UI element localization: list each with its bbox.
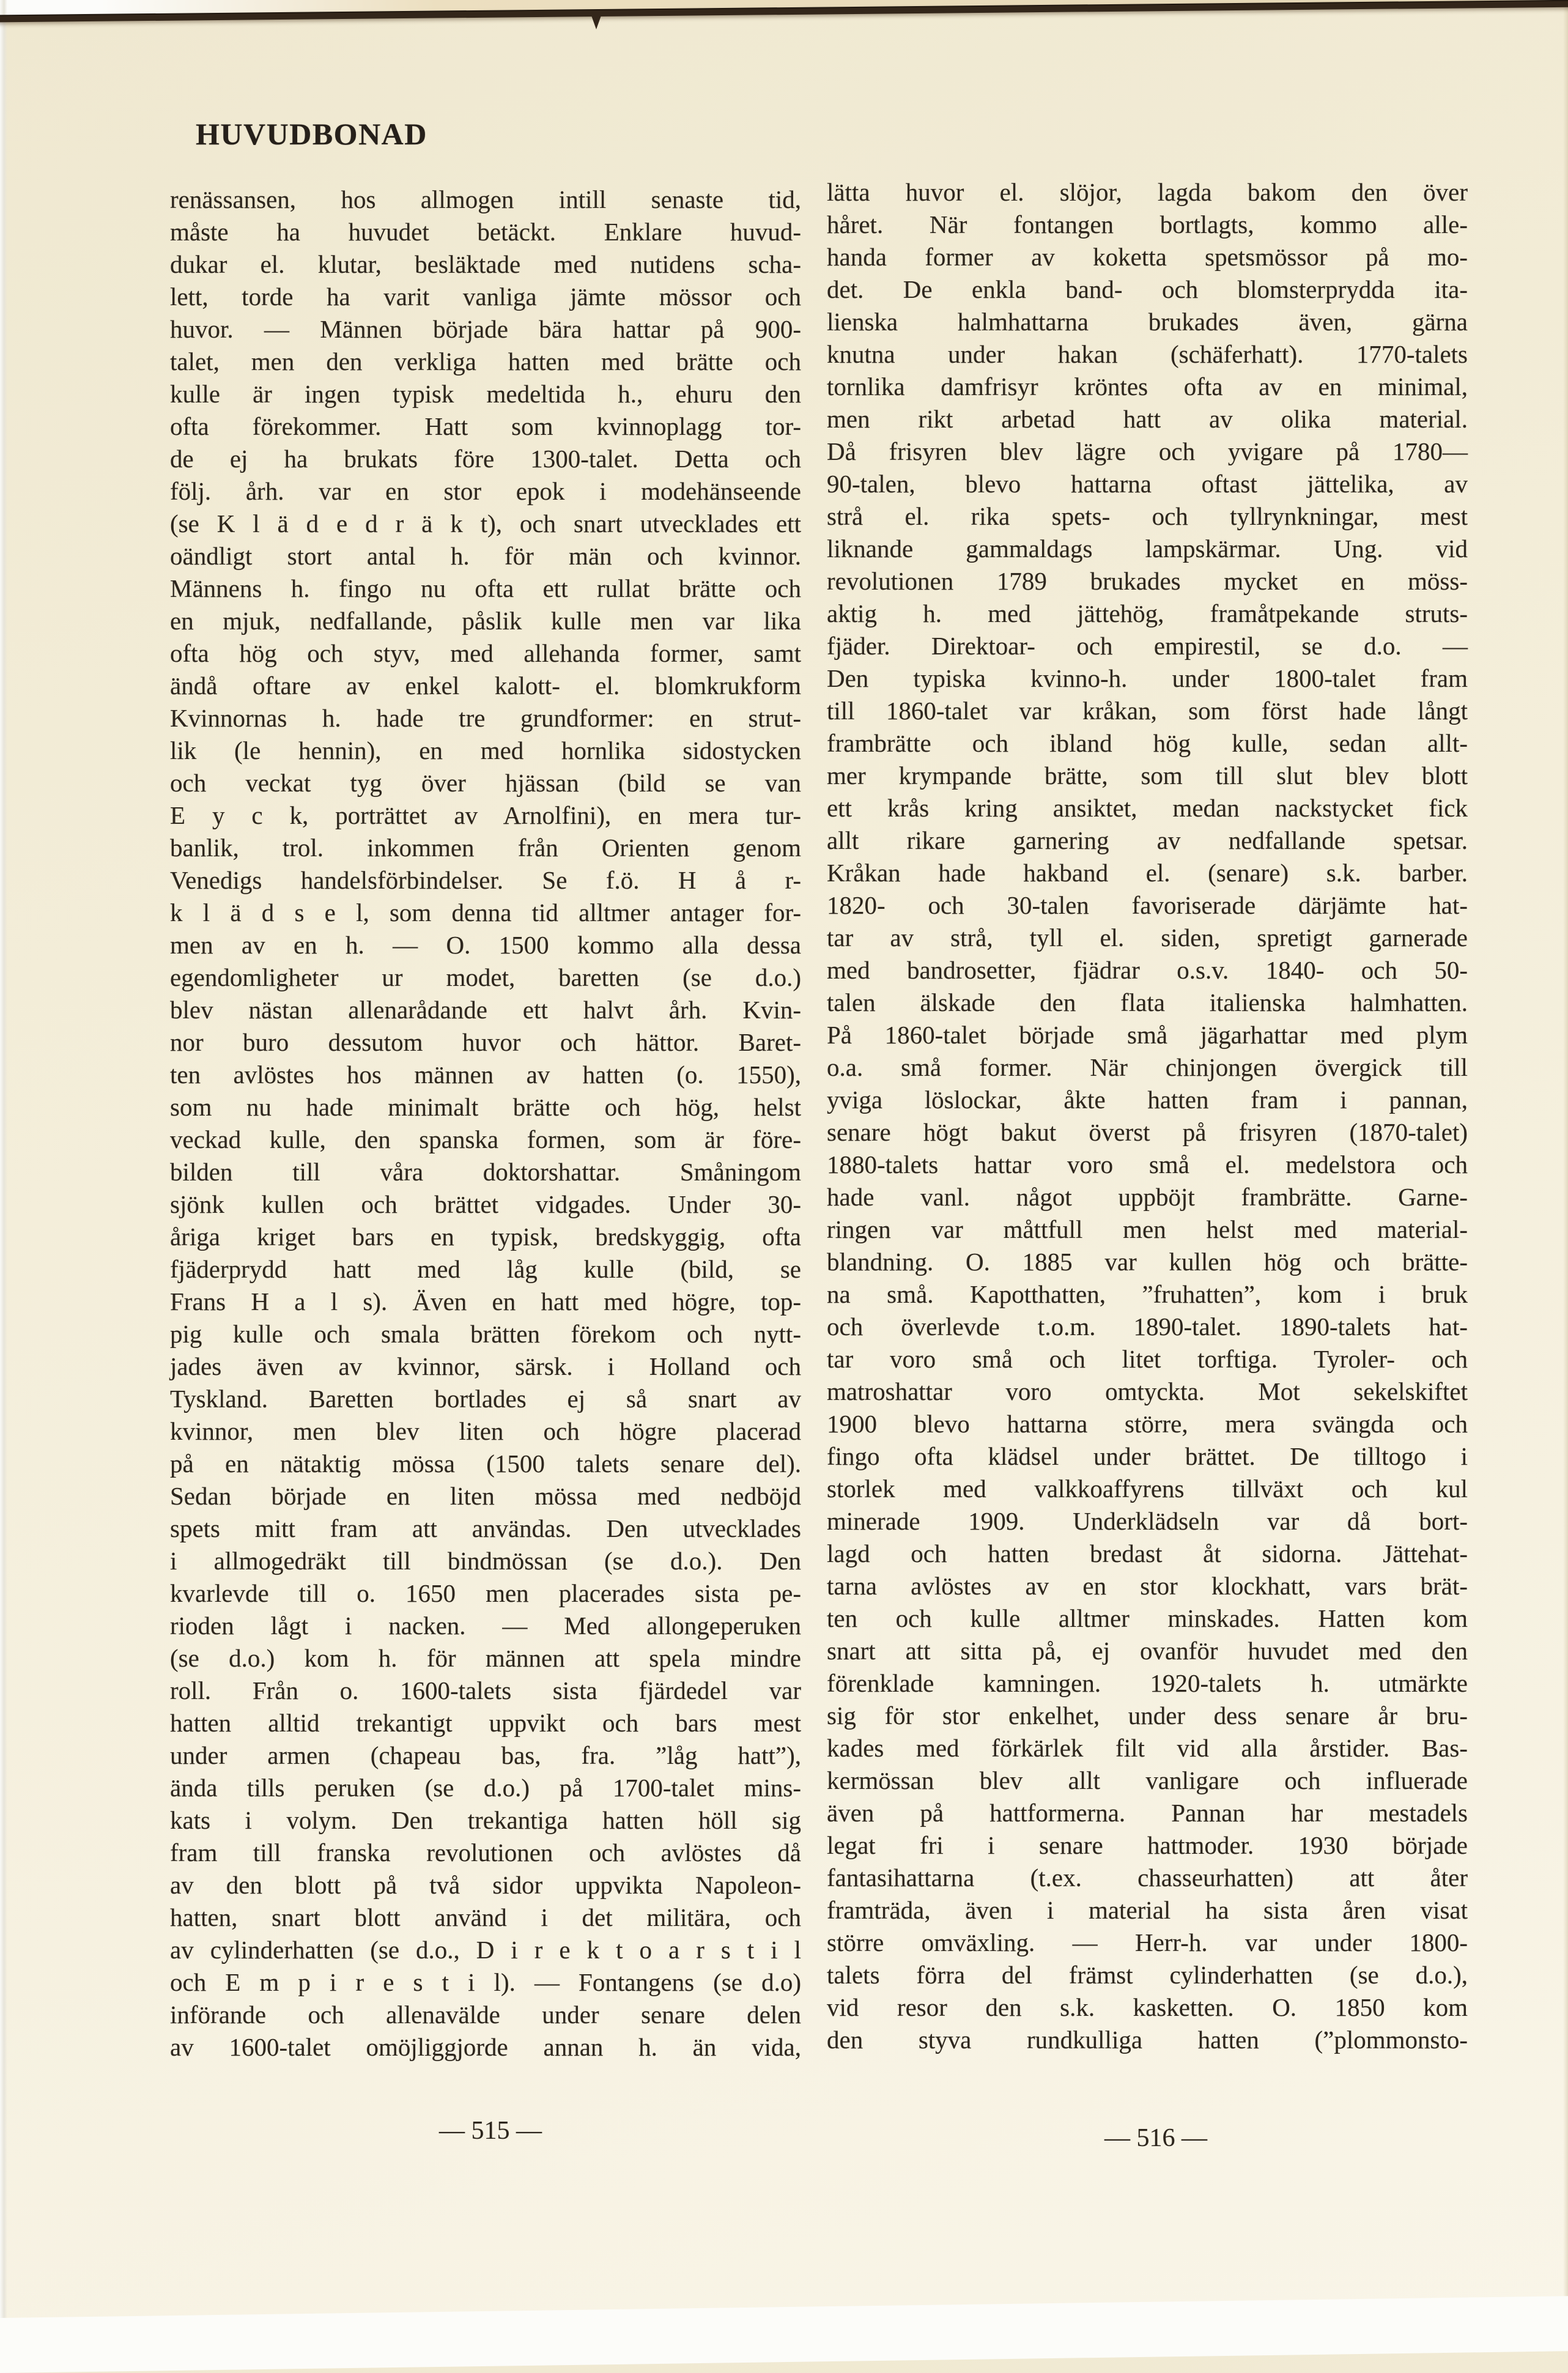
text-line: fantasihattarna (t.ex. chasseurhatten) att åter [827,1864,1468,1892]
text-line: dukar el. klutar, besläktade med nutidens scha- [170,250,801,278]
text-line: lett, torde ha varit vanliga jämte mössor och [170,283,801,311]
text-line: av cylinderhatten (se d.o., D i r e k t o a r s t i l [170,1936,801,1964]
text-line: ofta hög och styv, med allehanda former, samt [170,639,801,667]
text-line: på en nätaktig mössa (1500 talets senare del). [170,1449,801,1478]
text-line: fjäderprydd hatt med låg kulle (bild, se [170,1255,801,1283]
text-line: kats i volym. Den trekantiga hatten höll sig [170,1806,801,1834]
text-line: och E m p i r e s t i l). — Fontangens (se d.o) [170,1968,801,1996]
text-line: till 1860-talet var kråkan, som först hade långt [827,697,1468,725]
text-line: Tyskland. Baretten bortlades ej så snart av [170,1385,801,1413]
text-line: lienska halmhattarna brukades även, gärna [827,308,1468,336]
text-line: allt rikare garnering av nedfallande spetsar. [827,826,1468,854]
text-line: yviga löslockar, åkte hatten fram i pannan, [827,1086,1468,1114]
text-line: ofta förekommer. Hatt som kvinnoplagg tor- [170,412,801,440]
text-line: det. De enkla band- och blomsterprydda ita- [827,275,1468,303]
text-line: 90-talen, blevo hattarna oftast jättelika, av [827,470,1468,498]
text-line: pig kulle och smala brätten förekom och nytt- [170,1320,801,1348]
text-line: Männens h. fingo nu ofta ett rullat brätte och [170,574,801,602]
left-column [170,183,801,2064]
text-line: banlik, trol. inkommen från Orienten genom [170,834,801,862]
text-line: ett krås kring ansiktet, medan nackstycket fick [827,794,1468,822]
text-line: sig för stor enkelhet, under dess senare år bru- [827,1701,1468,1730]
text-line: som nu hade minimalt brätte och hög, helst [170,1093,801,1121]
text-line: talet, men den verkliga hatten med brätte och [170,347,801,376]
text-line: ändå oftare av enkel kalott- el. blomkrukform [170,672,801,700]
text-line: Då frisyren blev lägre och yvigare på 1780— [827,437,1468,465]
text-line: och veckat tyg över hjässan (bild se van [170,769,801,797]
text-line: minerade 1909. Underklädseln var då bort- [827,1507,1468,1535]
text-line: roll. Från o. 1600-talets sista fjärdedel var [170,1676,801,1705]
text-line: Venedigs handelsförbindelser. Se f.ö. H å r- [170,866,801,894]
text-line: i allmogedräkt till bindmössan (se d.o.). Den [170,1547,801,1575]
text-line: tar av strå, tyll el. siden, spretigt garnerade [827,924,1468,952]
text-line: fingo ofta klädsel under brättet. De tilltogo i [827,1442,1468,1470]
text-line: k l ä d s e l, som denna tid alltmer antager for- [170,898,801,927]
scan-edge-bottom [0,2296,1568,2373]
text-line: tarna avlöstes av en stor klockhatt, vars brät- [827,1572,1468,1600]
text-line: kvarlevde till o. 1650 men placerades sista pe- [170,1579,801,1607]
text-line: kvinnor, men blev liten och högre placerad [170,1417,801,1445]
text-line: storlek med valkkoaffyrens tillväxt och kul [827,1475,1468,1503]
text-line: Den typiska kvinno-h. under 1800-talet fram [827,664,1468,692]
text-line: Frans H a l s). Även en hatt med högre, top- [170,1287,801,1316]
text-line: E y c k, porträttet av Arnolfini), en mera tur- [170,801,801,829]
text-line: Kråkan hade hakband el. (senare) s.k. barber. [827,859,1468,887]
text-line: veckad kulle, den spanska formen, som är före- [170,1125,801,1153]
text-line: hatten alltid trekantigt uppvikt och bars mest [170,1709,801,1737]
text-line: talets förra del främst cylinderhatten (se d.o.), [827,1961,1468,1989]
text-line: och överlevde t.o.m. 1890-talet. 1890-talets hat- [827,1312,1468,1341]
text-line: håret. När fontangen bortlagts, kommo alle- [827,210,1468,239]
text-line: fram till franska revolutionen och avlöstes då [170,1838,801,1867]
text-line: lätta huvor el. slöjor, lagda bakom den över [827,178,1468,206]
text-line: även på hattformerna. Pannan har mestadels [827,1799,1468,1827]
text-line: oändligt stort antal h. för män och kvinnor. [170,542,801,570]
text-line: följ. årh. var en stor epok i modehänseende [170,477,801,505]
text-line: tar voro små och litet torftiga. Tyroler- och [827,1345,1468,1373]
text-line: vid resor den s.k. kasketten. O. 1850 kom [827,1993,1468,2021]
text-line: 1820- och 30-talen favoriserade därjämte hat- [827,891,1468,919]
text-line: åriga kriget bars en typisk, bredskyggig, ofta [170,1223,801,1251]
scan-edge-notch [590,12,602,29]
text-line: av den blott på två sidor uppvikta Napoleon- [170,1871,801,1899]
text-line: kades med förkärlek filt vid alla årstider. Bas- [827,1734,1468,1762]
scan-edge-right [1563,0,1568,2327]
text-line: snart att sitta på, ej ovanför huvudet med den [827,1637,1468,1665]
text-line: ten och kulle alltmer minskades. Hatten kom [827,1604,1468,1632]
text-line: men av en h. — O. 1500 kommo alla dessa [170,931,801,959]
text-line: måste ha huvudet betäckt. Enklare huvud- [170,218,801,246]
text-line: kermössan blev allt vanligare och influerade [827,1766,1468,1794]
text-line: rioden lågt i nacken. — Med allongeperuken [170,1612,801,1640]
scan-edge-left [0,0,7,2327]
text-line: talen älskade den flata italienska halmhatten. [827,988,1468,1016]
text-line: med bandrosetter, fjädrar o.s.v. 1840- och 50- [827,956,1468,984]
page-number-left: — 515 — [439,2117,542,2145]
text-line: lik (le hennin), en med hornlika sidostycken [170,736,801,764]
text-line: större omväxling. — Herr-h. var under 1800- [827,1928,1468,1957]
text-line: 1900 blevo hattarna större, mera svängda och [827,1410,1468,1438]
text-line: egendomligheter ur modet, baretten (se d.o.) [170,963,801,991]
text-line: na små. Kapotthatten, ”fruhatten”, kom i bruk [827,1280,1468,1308]
text-line: den styva rundkulliga hatten (”plommonsto- [827,2026,1468,2054]
text-line: aktig h. med jättehög, framåtpekande struts- [827,599,1468,627]
text-line: de ej ha brukats före 1300-talet. Detta och [170,445,801,473]
text-line: spets mitt fram att användas. Den utvecklades [170,1514,801,1542]
text-line: införande och allenavälde under senare delen [170,2001,801,2029]
text-line: ten avlöstes hos männen av hatten (o. 1550), [170,1061,801,1089]
text-line: (se d.o.) kom h. för männen att spela mindre [170,1644,801,1672]
text-line: matroshattar voro omtyckta. Mot sekelskiftet [827,1377,1468,1405]
text-line: På 1860-talet började små jägarhattar med plym [827,1021,1468,1049]
text-line: sjönk kullen och brättet vidgades. Under 30- [170,1190,801,1218]
text-line: o.a. små former. När chinjongen övergick till [827,1053,1468,1081]
text-line: bilden till våra doktorshattar. Småningom [170,1158,801,1186]
text-line: jades även av kvinnor, särsk. i Holland och [170,1352,801,1380]
text-line: Sedan började en liten mössa med nedböjd [170,1482,801,1510]
text-line: blandning. O. 1885 var kullen hög och brätte- [827,1248,1468,1276]
text-line: tornlika damfrisyr kröntes ofta av en minimal, [827,372,1468,401]
text-line: handa former av koketta spetsmössor på mo- [827,243,1468,271]
text-line: hatten, snart blott använd i det militära, och [170,1903,801,1931]
text-line: 1880-talets hattar voro små el. medelstora och [827,1150,1468,1179]
text-line: lagd och hatten bredast åt sidorna. Jättehat- [827,1539,1468,1568]
text-line: Kvinnornas h. hade tre grundformer: en strut- [170,704,801,732]
text-line: nor buro dessutom huvor och hättor. Baret- [170,1028,801,1056]
text-line: fjäder. Direktoar- och empirestil, se d.o. — [827,632,1468,660]
text-line: frambrätte och ibland hög kulle, sedan allt- [827,729,1468,757]
text-line: av 1600-talet omöjliggjorde annan h. än vida, [170,2033,801,2061]
text-line: hade vanl. något uppböjt frambrätte. Garne- [827,1183,1468,1211]
text-line: mer krympande brätte, som till slut blev blott [827,761,1468,790]
text-line: revolutionen 1789 brukades mycket en möss- [827,567,1468,595]
text-line: liknande gammaldags lampskärmar. Ung. vid [827,535,1468,563]
text-line: huvor. — Männen började bära hattar på 900- [170,315,801,343]
text-line: legat fri i senare hattmoder. 1930 började [827,1831,1468,1859]
right-column [827,176,1468,2056]
text-line: framträda, även i material ha sista åren visat [827,1896,1468,1924]
text-line: men rikt arbetad hatt av olika material. [827,405,1468,433]
text-line: strå el. rika spets- och tyllrynkningar, mest [827,502,1468,530]
text-line: ringen var måttfull men helst med material- [827,1215,1468,1243]
text-line: renässansen, hos allmogen intill senaste tid, [170,185,801,213]
text-line: senare högt bakut överst på frisyren (1870-talet) [827,1118,1468,1146]
text-line: (se K l ä d e d r ä k t), och snart utvecklades ett [170,509,801,538]
text-line: knutna under hakan (schäferhatt). 1770-talets [827,340,1468,368]
page-number-right: — 516 — [1104,2124,1207,2152]
page-header: HUVUDBONAD [196,117,427,151]
text-line: under armen (chapeau bas, fra. ”låg hatt”), [170,1741,801,1769]
text-line: blev nästan allenarådande ett halvt årh. Kvin- [170,996,801,1024]
text-line: kulle är ingen typisk medeltida h., ehuru den [170,380,801,408]
text-line: förenklade kamningen. 1920-talets h. utmärkte [827,1669,1468,1697]
text-line: ända tills peruken (se d.o.) på 1700-talet mins- [170,1774,801,1802]
text-line: en mjuk, nedfallande, påslik kulle men var lika [170,607,801,635]
